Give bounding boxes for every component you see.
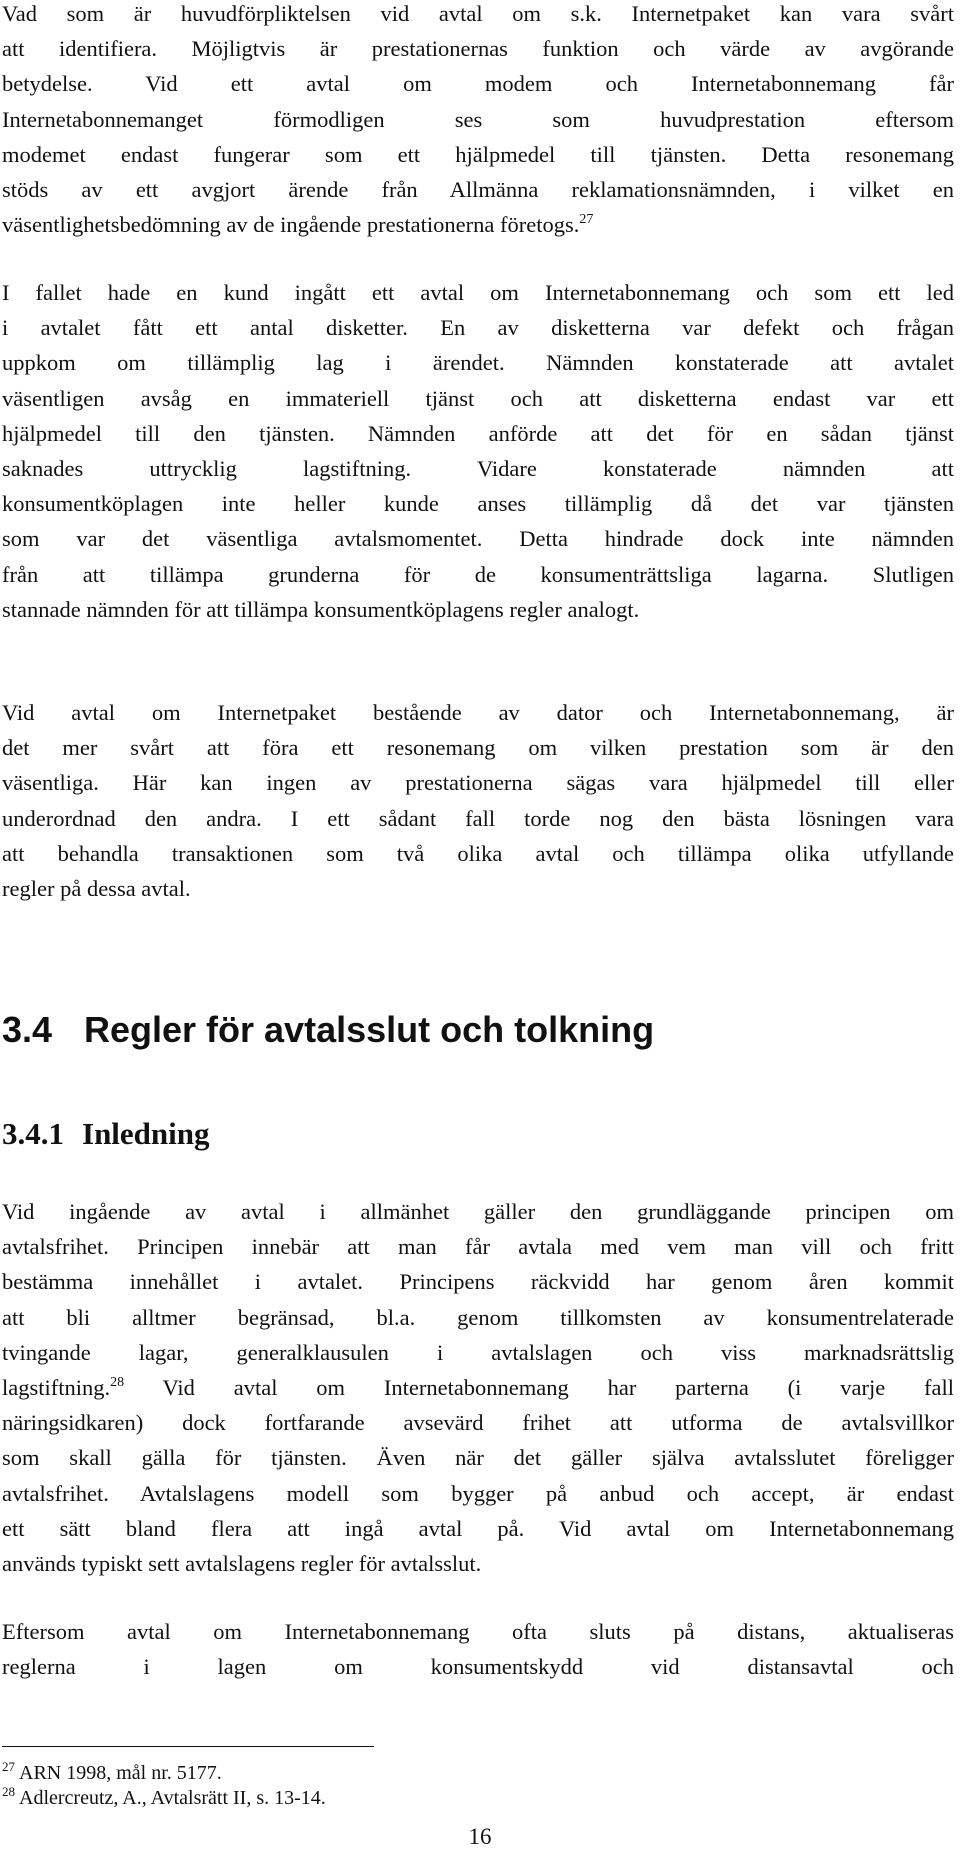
text-line: reglerna i lagen om konsumentskydd vid distansavtal och xyxy=(2,1654,954,1680)
section-title: Regler för avtalsslut och tolkning xyxy=(84,1009,655,1050)
footnote-text: ARN 1998, mål nr. 5177. xyxy=(19,1762,222,1784)
text-line: som skall gälla för tjänsten. Även när det gäller själva avtalsslutet föreligger xyxy=(2,1445,954,1471)
text-line: stannade nämnden för att tillämpa konsumentköplagens regler analogt. xyxy=(2,596,640,622)
text-fragment: väsentlighetsbedömning av de ingående prestationerna företogs. xyxy=(2,212,580,238)
paragraph-3 xyxy=(2,695,954,906)
text-line: betydelse. Vid ett avtal om modem och Internetabonnemang får xyxy=(2,71,954,97)
footnote-number: 28 xyxy=(2,1784,15,1799)
text-line: saknades uttrycklig lagstiftning. Vidare konstaterade nämnden att xyxy=(2,456,954,482)
text-line: att identifiera. Möjligtvis är prestationernas funktion och värde av avgörande xyxy=(2,36,954,62)
text-line xyxy=(2,207,954,242)
text-line: ett sätt bland flera att ingå avtal på. Vid avtal om Internetabonnemang xyxy=(2,1515,954,1541)
footnote-27 xyxy=(2,1760,222,1786)
text-line: Eftersom avtal om Internetabonnemang ofta sluts på distans, aktualiseras xyxy=(2,1619,954,1644)
text-line: näringsidkaren) dock fortfarande avsevärd frihet att utforma de avtalsvillkor xyxy=(2,1410,954,1436)
footnote-28 xyxy=(2,1785,326,1811)
paragraph-4 xyxy=(2,1194,954,1581)
text-line: avtalsfrihet. Avtalslagens modell som bygger på anbud och accept, är endast xyxy=(2,1480,954,1506)
subsection-title: Inledning xyxy=(82,1116,210,1151)
paragraph-5 xyxy=(2,1614,954,1684)
text-line: konsumentköplagen inte heller kunde anses tillämplig då det var tjänsten xyxy=(2,491,954,517)
text-line: som var det väsentliga avtalsmomentet. Detta hindrade dock inte nämnden xyxy=(2,526,954,552)
text-line: hjälpmedel till den tjänsten. Nämnden anförde att det för en sådan tjänst xyxy=(2,420,954,446)
text-line: Vad som är huvudförpliktelsen vid avtal om s.k. Internetpaket kan vara svårt xyxy=(2,1,954,26)
subsection-heading xyxy=(2,1114,954,1154)
text-line: tvingande lagar, generalklausulen i avtalslagen och viss marknadsrättslig xyxy=(2,1339,954,1365)
text-fragment: lagstiftning. xyxy=(2,1375,111,1401)
subsection-number: 3.4.1 xyxy=(2,1116,64,1151)
text-line: regler på dessa avtal. xyxy=(2,876,191,902)
text-line: i avtalet fått ett antal disketter. En av disketterna var defekt och frågan xyxy=(2,315,954,341)
text-line: avtalsfrihet. Principen innebär att man får avtala med vem man vill och fritt xyxy=(2,1234,954,1260)
text-line: I fallet hade en kund ingått ett avtal om Internetabonnemang och som ett led xyxy=(2,280,954,305)
page-number: 16 xyxy=(468,1824,492,1849)
footnote-reference[interactable]: 27 xyxy=(579,212,594,228)
text-line: väsentliga. Här kan ingen av prestationerna sägas vara hjälpmedel till eller xyxy=(2,770,954,796)
section-number: 3.4 xyxy=(2,1009,53,1050)
text-line: Internetabonnemanget förmodligen ses som huvudprestation eftersom xyxy=(2,106,954,132)
text-line: Vid avtal om Internetpaket bestående av dator och Internetabonnemang, är xyxy=(2,700,954,725)
text-line: bestämma innehållet i avtalet. Principens räckvidd har genom åren kommit xyxy=(2,1269,954,1295)
footnote-text: Adlercreutz, A., Avtalsrätt II, s. 13-14. xyxy=(19,1787,326,1809)
text-line xyxy=(2,1370,954,1405)
text-line: att behandla transaktionen som två olika avtal och tillämpa olika utfyllande xyxy=(2,840,954,866)
text-line: att bli alltmer begränsad, bl.a. genom tillkomsten av konsumentrelaterade xyxy=(2,1304,954,1330)
text-line: det mer svårt att föra ett resonemang om vilken prestation som är den xyxy=(2,735,954,761)
footnote-number: 27 xyxy=(2,1759,15,1774)
text-line: modemet endast fungerar som ett hjälpmedel till tjänsten. Detta resonemang xyxy=(2,141,954,167)
text-line: från att tillämpa grunderna för de konsumenträttsliga lagarna. Slutligen xyxy=(2,561,954,587)
paragraph-2 xyxy=(2,275,954,627)
text-line: väsentligen avsåg en immateriell tjänst och att disketterna endast var ett xyxy=(2,385,954,411)
footnote-reference[interactable]: 28 xyxy=(110,1375,125,1391)
text-line: underordnad den andra. I ett sådant fall torde nog den bästa lösningen vara xyxy=(2,805,954,831)
text-line: stöds av ett avgjort ärende från Allmänna reklamationsnämnden, i vilket en xyxy=(2,177,954,203)
footnote-divider xyxy=(2,1746,374,1747)
text-fragment: Vid avtal om Internetabonnemang har parterna (i varje fall xyxy=(124,1375,954,1401)
text-line: används typiskt sett avtalslagens regler för avtalsslut. xyxy=(2,1551,482,1577)
paragraph-1 xyxy=(2,0,954,242)
text-line: uppkom om tillämplig lag i ärendet. Nämnden konstaterade att avtalet xyxy=(2,350,954,376)
section-heading xyxy=(2,1008,954,1052)
text-line: Vid ingående av avtal i allmänhet gäller den grundläggande principen om xyxy=(2,1199,954,1224)
